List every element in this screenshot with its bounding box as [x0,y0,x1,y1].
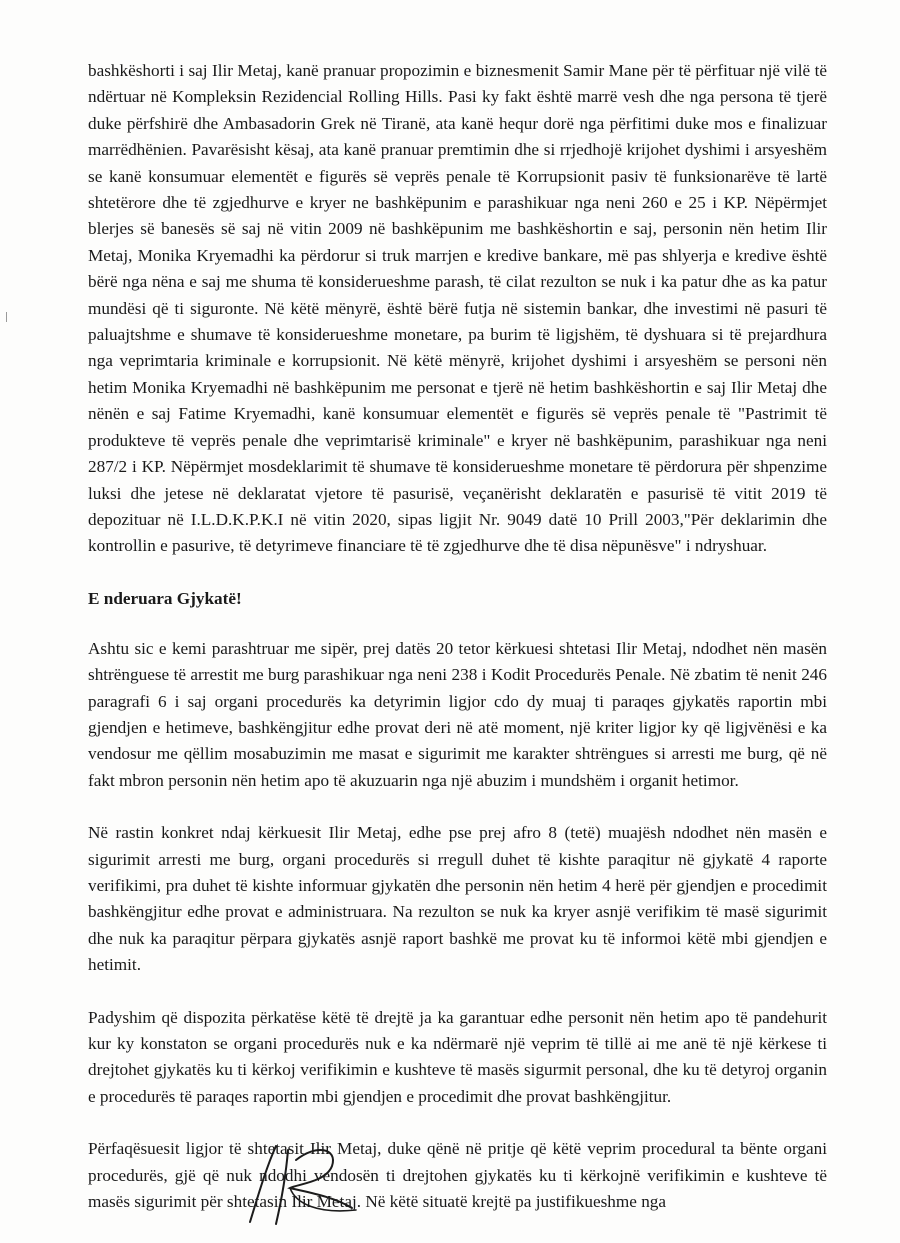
document-body [88,58,827,1215]
paragraph-opening: bashkëshorti i saj Ilir Metaj, kanë pranuar propozimin e biznesmenit Samir Mane për të përfituar një vilë të ndërtuar në Kompleksin Rezidencial Rolling Hills. Pasi ky fakt është marrë vesh dhe nga persona të tjerë duke përfshirë dhe Ambasadorin Grek në Tiranë, ata kanë hequr dorë nga përfitimi duke mos e finalizuar marrëdhënien. Pavarësisht kësaj, ata kanë pranuar premtimin dhe si rrjedhojë krijohet dyshimi i arsyeshëm se kanë konsumuar elementët e figurës së veprës penale të Korrupsionit pasiv të funksionarëve të lartë shtetërore dhe të zgjedhurve e kryer ne bashkëpunim e parashikuar nga neni 260 e 25 i KP. Nëpërmjet blerjes së banesës së saj në vitin 2009 në bashkëpunim me bashkëshortin e saj, personin nën hetim Ilir Metaj, Monika Kryemadhi ka përdorur si truk marrjen e kredive bankare, më pas shlyerja e kredive është bërë nga nëna e saj me shuma të konsiderueshme parash, të cilat rezulton se nuk i ka patur dhe as ka patur mundësi që ti siguronte. Në këtë mënyrë, është bërë futja në sistemin bankar, dhe investimi në pasuri të paluajtshme e shumave të konsiderueshme monetare, pa burim të ligjshëm, të dyshuara si të prejardhura nga veprimtaria kriminale e korrupsionit. Në këtë mënyrë, krijohet dyshimi i arsyeshëm se personi nën hetim Monika Kryemadhi në bashkëpunim me personat e tjerë në hetim bashkëshortin e saj Ilir Metaj dhe nënën e saj Fatime Kryemadhi, kanë konsumuar elementët e figurës së veprës penale të "Pastrimit të produkteve të veprës penale dhe veprimtarisë kriminale" e kryer në bashkëpunim, parashikuar nga neni 287/2 i KP. Nëpërmjet mosdeklarimit të shumave të konsiderueshme monetare të përdorura për shpenzime luksi dhe jetese në deklaratat vjetore të pasurisë, veçanërisht deklaratën e pasurisë të vitit 2019 të depozituar në I.L.D.K.P.K.I në vitin 2020, sipas ligjit Nr. 9049 datë 10 Prill 2003,"Për deklarimin dhe kontrollin e pasurive, të detyrimeve financiare të të zgjedhurve dhe të disa nëpunësve" i ndryshuar. [88,61,827,556]
paragraph-legal-representatives: Përfaqësuesit ligjor të shtetasit Ilir Metaj, duke qënë në pritje që këtë veprim procedural ta bënte organi procedurës, gjë që nuk ndodhi vendosën ti drejtohen gjykatës ku ti kërkojnë verifikimin e kushteve të masës sigurimit për shtetasin Ilir Metaj. Në këtë situatë krejtë pa justifikueshme nga [88,1139,827,1212]
paragraph-concrete-case: Në rastin konkret ndaj kërkuesit Ilir Metaj, edhe pse prej afro 8 (tetë) muajësh ndodhet nën masën e sigurimit arresti me burg, organi procedurës si rregull duhet të kishte paraqitur në gjykatë 4 raporte verifikimi, pra duhet të kishte informuar gjykatën dhe personin nën hetim 4 herë për gjendjen e procedimit bashkëngjitur edhe provat e administruara. Na rezulton se nuk ka kryer asnjë verifikim të masë sigurimit dhe nuk ka paraqitur përpara gjykatës asnjë raport bashkë me provat ku të informoi këtë mbi gjendjen e hetimit. [88,823,827,975]
paragraph-legal-guarantee: Padyshim që dispozita përkatëse këtë të drejtë ja ka garantuar edhe personit nën hetim apo të pandehurit kur ky konstaton se organi procedurës nuk e ka ndërmarë një veprim të tillë ai me anë të një kërkese ti drejtohet gjykatës ku ti kërkoj verifikimin e kushteve të masës sigurmit personal, dhe ku të detyroj organin e procedurës të paraqes raportin mbi gjendjen e procedimit dhe provat bashkëngjitur. [88,1007,827,1106]
scan-edge-mark [6,312,10,322]
paragraph-arrest-measure: Ashtu sic e kemi parashtruar me sipër, prej datës 20 tetor kërkuesi shtetasi Ilir Metaj, ndodhet nën masën shtrënguese të arrestit me burg parashikuar nga neni 238 i Kodit Procedurës Penale. Në zbatim të nenit 246 paragrafi 6 i saj organi procedurës ka detyrimin ligjor cdo dy muaj ti paraqes gjykatës raportin mbi gjendjen e hetimeve, bashkëngjitur edhe provat deri në atë moment, një kriter ligjor ky që ligjvënësi e ka vendosur me qëllim mosabuzimin me masat e sigurimit me karakter shtrëngues si arresti me burg, që në fakt mbron personin nën hetim apo të akuzuarin nga një abuzim i mundshëm i organit hetimor. [88,638,827,790]
handwritten-signature [236,1138,366,1228]
court-address-heading: E nderuara Gjykatë! [88,588,242,608]
